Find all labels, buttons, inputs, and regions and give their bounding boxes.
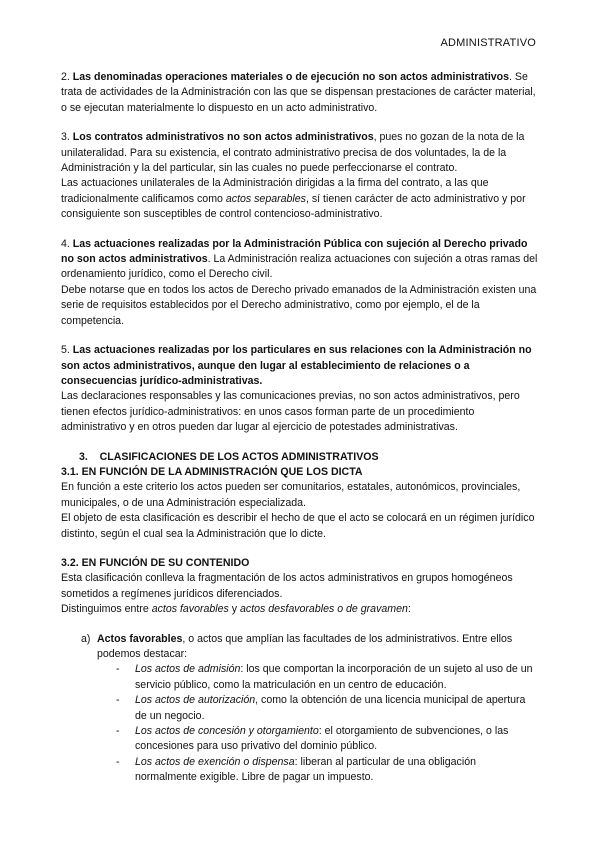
item-text: , o actos que amplían las facultades de los administrativos. Entre ellos podemos destacar: <box>97 632 513 660</box>
item-bold-heading: Los contratos administrativos no son actos administrativos <box>72 131 374 144</box>
item-text: : liberan al particular de una obligación normalmente exigible. Libre de pagar un impuesto. <box>135 755 476 784</box>
subsection-3-1-paragraph-2: El objeto de esta clasificación es describir el hecho de que el acto se colocará en un régimen jurídico distinto, según el cual sea la Administración que lo dicte. <box>61 512 535 540</box>
page-header-title: ADMINISTRATIVO <box>440 37 536 49</box>
subsection-3-2-title: 3.2. EN FUNCIÓN DE SU CONTENIDO <box>61 556 250 569</box>
item-text: : <box>407 603 411 616</box>
subsection-3-2-paragraph-2 <box>61 602 539 617</box>
list-item <box>61 755 539 786</box>
item-bold-heading: Actos favorables <box>97 632 183 645</box>
item-4-paragraph-2: Debe notarse que en todos los actos de Derecho privado emanados de la Administración existen una serie de requisitos establecidos por el Derecho administrativo, como por ejemplo, el de la competencia. <box>61 283 537 327</box>
item-text: : el otorgamiento de subvenciones, o las concesiones para uso privativo del dominio público. <box>135 725 509 753</box>
item-text: , sí tienen carácter de acto administrativo y por consiguiente son susceptibles de control contencioso-administrativo. <box>61 192 526 221</box>
item-3 <box>61 130 539 222</box>
item-text: : los que comportan la incorporación de un sujeto al uso de un servicio público, como la matriculación en un centro de educación. <box>135 663 533 691</box>
list-item <box>61 693 539 724</box>
italic-term: actos separables <box>225 192 306 205</box>
italic-term: Los actos de autorización <box>135 694 256 707</box>
item-3-paragraph <box>61 130 539 176</box>
dash-bullet: - <box>116 663 120 676</box>
item-text: , pues no gozan de la nota de la unilateralidad. Para su existencia, el contrato administrativo precisa de dos voluntades, la de la Administración y la del particular, sin las cuales no puede perfeccionarse el contrato. <box>61 131 525 175</box>
item-text: , como la obtención de una licencia municipal de apertura de un negocio. <box>135 694 526 722</box>
item-number: 4. <box>61 237 70 250</box>
item-number: 3. <box>61 131 70 144</box>
item-text: y <box>228 603 241 616</box>
subsection-3-1-paragraph-1: En función a este criterio los actos pueden ser comunitarios, estatales, autonómicos, provinciales, municipales, o de una Administración especializada. <box>61 481 521 509</box>
item-number: 5. <box>61 344 70 357</box>
italic-term: Los actos de admisión <box>135 663 241 676</box>
list-marker: a) <box>81 632 91 645</box>
item-2 <box>61 70 539 116</box>
section-3 <box>61 450 539 618</box>
list-item <box>61 662 539 693</box>
item-5 <box>61 343 539 435</box>
italic-term: actos desfavorables o de gravamen <box>240 603 408 616</box>
dash-bullet: - <box>116 694 120 707</box>
dash-bullet: - <box>116 725 120 738</box>
section-title: 3. CLASIFICACIONES DE LOS ACTOS ADMINISTRATIVOS <box>79 450 379 463</box>
item-5-paragraph <box>61 343 539 389</box>
list-a-paragraph <box>97 632 539 663</box>
item-bold-heading: Las denominadas operaciones materiales o de ejecución no son actos administrativos <box>72 71 510 83</box>
item-2-paragraph <box>61 70 539 116</box>
italic-term: Los actos de concesión y otorgamiento <box>135 725 319 738</box>
item-text: . La Administración realiza actuaciones con sujeción a otras ramas del ordenamiento jurídico, como el Derecho civil. <box>61 253 538 281</box>
item-5-paragraph-2: Las declaraciones responsables y las comunicaciones previas, no son actos administrativos, pero tienen efectos jurídico-administrativos: en unos casos forman parte de un procedimiento administrativo y en otros pueden dar lugar al ejercicio de potestades administrativas. <box>61 390 520 434</box>
item-3-paragraph-2 <box>61 176 539 222</box>
italic-term: Los actos de exención o dispensa <box>135 755 295 768</box>
list-item <box>61 724 539 755</box>
item-bold-heading: Las actuaciones realizadas por la Administración Pública con sujeción al Derecho privado no son actos administrativos <box>61 237 528 266</box>
list-item-a <box>61 632 539 663</box>
item-4 <box>61 237 539 329</box>
item-text: Distinguimos entre <box>61 603 152 616</box>
item-bold-heading: Las actuaciones realizadas por los particulares en sus relaciones con la Administración no son actos administrativos, aunque den lugar al establecimiento de relaciones o a consecuencias jurídico-administrativas. <box>61 344 532 387</box>
item-text: Las actuaciones unilaterales de la Administración dirigidas a la firma del contrato, a las que tradicionalmente calificamos como <box>61 177 489 205</box>
dash-bullet: - <box>116 755 120 768</box>
dash-list <box>61 662 539 785</box>
item-4-paragraph <box>61 237 539 283</box>
subsection-3-1-title: 3.1. EN FUNCIÓN DE LA ADMINISTRACIÓN QUE LOS DICTA <box>61 465 363 478</box>
item-number: 2. <box>61 71 70 83</box>
document-body <box>61 70 539 786</box>
item-text: . Se trata de actividades de la Administración con las que se dispensan prestaciones de carácter material, o se ejecutan materialmente lo dispuesto en un acto administrativo. <box>61 71 536 114</box>
italic-term: actos favorables <box>151 603 229 616</box>
subsection-3-2-paragraph-1: Esta clasificación conlleva la fragmentación de los actos administrativos en grupos homogéneos sometidos a regímenes jurídicos diferenciados. <box>61 572 513 600</box>
